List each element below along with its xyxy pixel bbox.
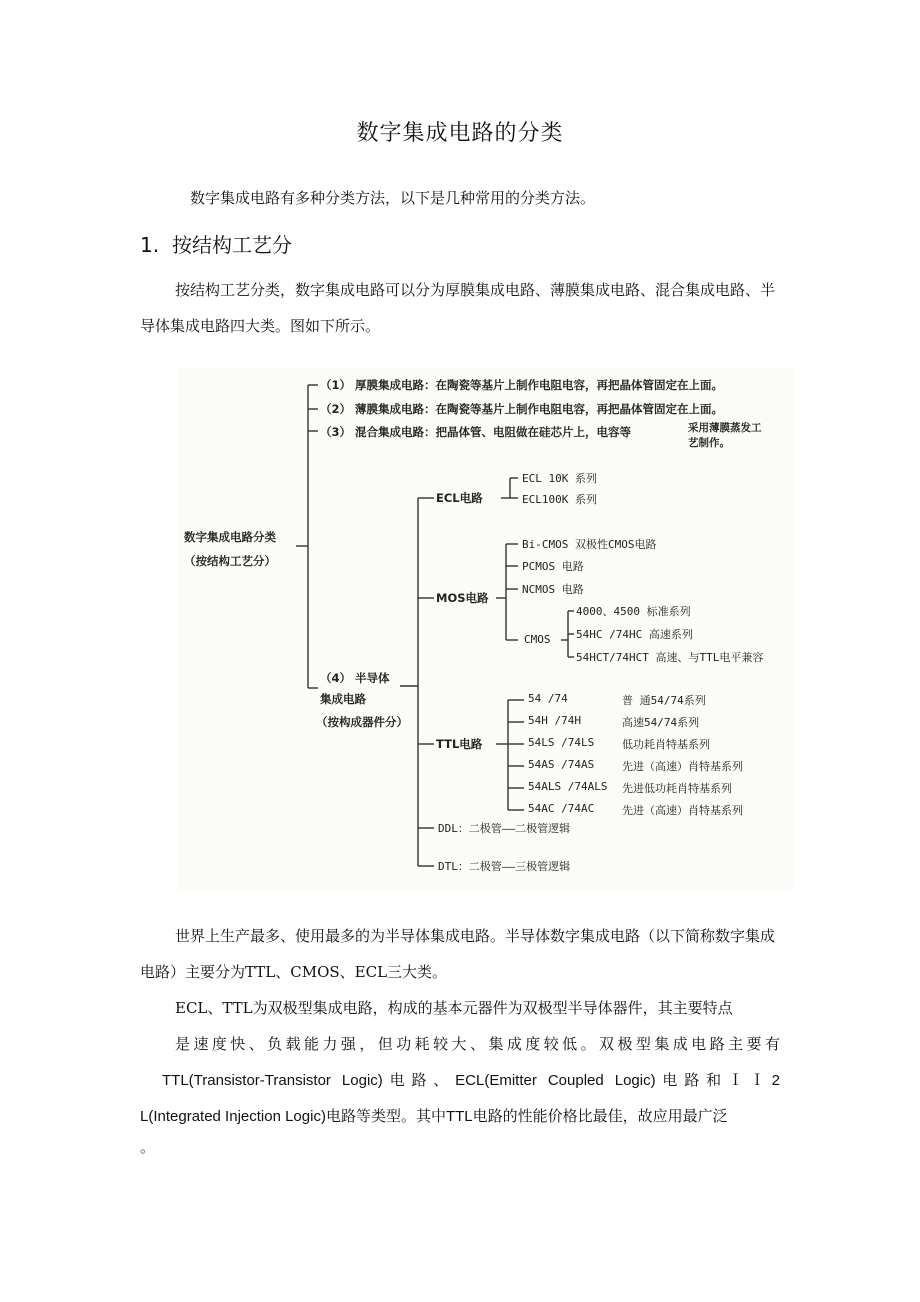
section-title: 按结构工艺分 <box>172 233 292 257</box>
paragraph-5: L(Integrated Injection Logic)电路等类型。其中TTL电路的性能价格比最佳，故应用最广泛 <box>140 1108 728 1125</box>
diagram-ttl-code: 54LS /74LS <box>528 736 595 749</box>
diagram-item-semiconductor-line3: （按构成器件分） <box>316 715 408 729</box>
diagram-ddl: DDL：二极管——二极管逻辑 <box>438 822 571 835</box>
paragraph-1: 按结构工艺分类，数字集成电路可以分为厚膜集成电路、薄膜集成电路、混合集成电路、半导体集成电路四大类。图如下所示。 <box>140 281 776 335</box>
diagram-mos-child: NCMOS 电路 <box>522 583 584 596</box>
diagram-item-thick-film: （1） 厚膜集成电路：在陶瓷等基片上制作电阻电容，再把晶体管固定在上面。 <box>320 378 724 392</box>
diagram-item-thin-film: （2） 薄膜集成电路：在陶瓷等基片上制作电阻电容，再把晶体管固定在上面。 <box>320 402 724 416</box>
section-heading <box>140 229 292 258</box>
diagram-ttl-desc: 高速54/74系列 <box>622 716 700 729</box>
section-number: 1. <box>140 233 160 257</box>
diagram-item-semiconductor-line1: （4） 半导体 <box>320 671 390 685</box>
diagram-root-line2: （按结构工艺分） <box>184 554 276 568</box>
diagram-cmos-label: CMOS <box>524 633 551 646</box>
diagram-ttl-code: 54 /74 <box>528 692 568 705</box>
paragraph-3 <box>140 990 780 1062</box>
diagram-item-semiconductor-line2: 集成电路 <box>320 692 366 706</box>
paragraph-4: TTL(Transistor-Transistor Logic)电路、ECL(Emitter Coupled Logic)电路和ＩＩ2 <box>162 1072 780 1089</box>
diagram-ttl-code: 54ALS /74ALS <box>528 780 608 793</box>
diagram-ttl-code: 54AC /74AC <box>528 802 595 815</box>
diagram-cmos-child: 54HCT/74HCT 高速、与TTL电平兼容 <box>576 651 764 664</box>
diagram-mos-child: Bi-CMOS 双极性CMOS电路 <box>522 538 657 551</box>
diagram-ttl-desc: 先进（高速）肖特基系列 <box>622 760 743 773</box>
diagram-mos-label: MOS电路 <box>436 591 489 605</box>
diagram-ecl-child: ECL100K 系列 <box>522 493 597 506</box>
diagram-item-hybrid: （3） 混合集成电路：把晶体管、电阻做在硅芯片上，电容等 <box>320 425 632 439</box>
diagram-ttl-desc: 低功耗肖特基系列 <box>622 738 710 751</box>
diagram-mos-child: PCMOS 电路 <box>522 560 584 573</box>
diagram-ttl-label: TTL电路 <box>436 737 483 751</box>
paragraph-3-line2: 是速度快、负载能力强，但功耗较大、集成度较低。双极型集成电路主要有 <box>175 1035 780 1053</box>
diagram-item-hybrid-note2: 艺制作。 <box>688 437 730 449</box>
diagram-root-line1: 数字集成电路分类 <box>184 530 276 544</box>
diagram-ttl-code: 54H /74H <box>528 714 581 727</box>
diagram-cmos-child: 4000、4500 标准系列 <box>576 605 691 618</box>
diagram-dtl: DTL：二极管——三极管逻辑 <box>438 860 571 873</box>
diagram-ttl-desc: 先进低功耗肖特基系列 <box>622 782 732 795</box>
diagram-item-hybrid-note1: 采用薄膜蒸发工 <box>688 422 762 434</box>
paragraph-2: 世界上生产最多、使用最多的为半导体集成电路。半导体数字集成电路（以下简称数字集成电路）主要分为TTL、CMOS、ECL三大类。 <box>140 927 776 981</box>
intro-paragraph: 数字集成电路有多种分类方法，以下是几种常用的分类方法。 <box>190 189 596 207</box>
diagram-ecl-label: ECL电路 <box>436 491 483 505</box>
page-title: 数字集成电路的分类 <box>356 121 564 146</box>
diagram-ttl-desc: 先进（高速）肖特基系列 <box>622 804 743 817</box>
classification-diagram <box>178 368 794 890</box>
diagram-ttl-code: 54AS /74AS <box>528 758 595 771</box>
diagram-ttl-desc: 普 通54/74系列 <box>622 694 706 707</box>
diagram-ecl-child: ECL 10K 系列 <box>522 472 597 485</box>
paragraph-6: 。 <box>140 1138 156 1156</box>
diagram-cmos-child: 54HC /74HC 高速系列 <box>576 628 693 641</box>
paragraph-3-line1: ECL、TTL为双极型集成电路，构成的基本元器件为双极型半导体器件，其主要特点 <box>175 999 733 1017</box>
